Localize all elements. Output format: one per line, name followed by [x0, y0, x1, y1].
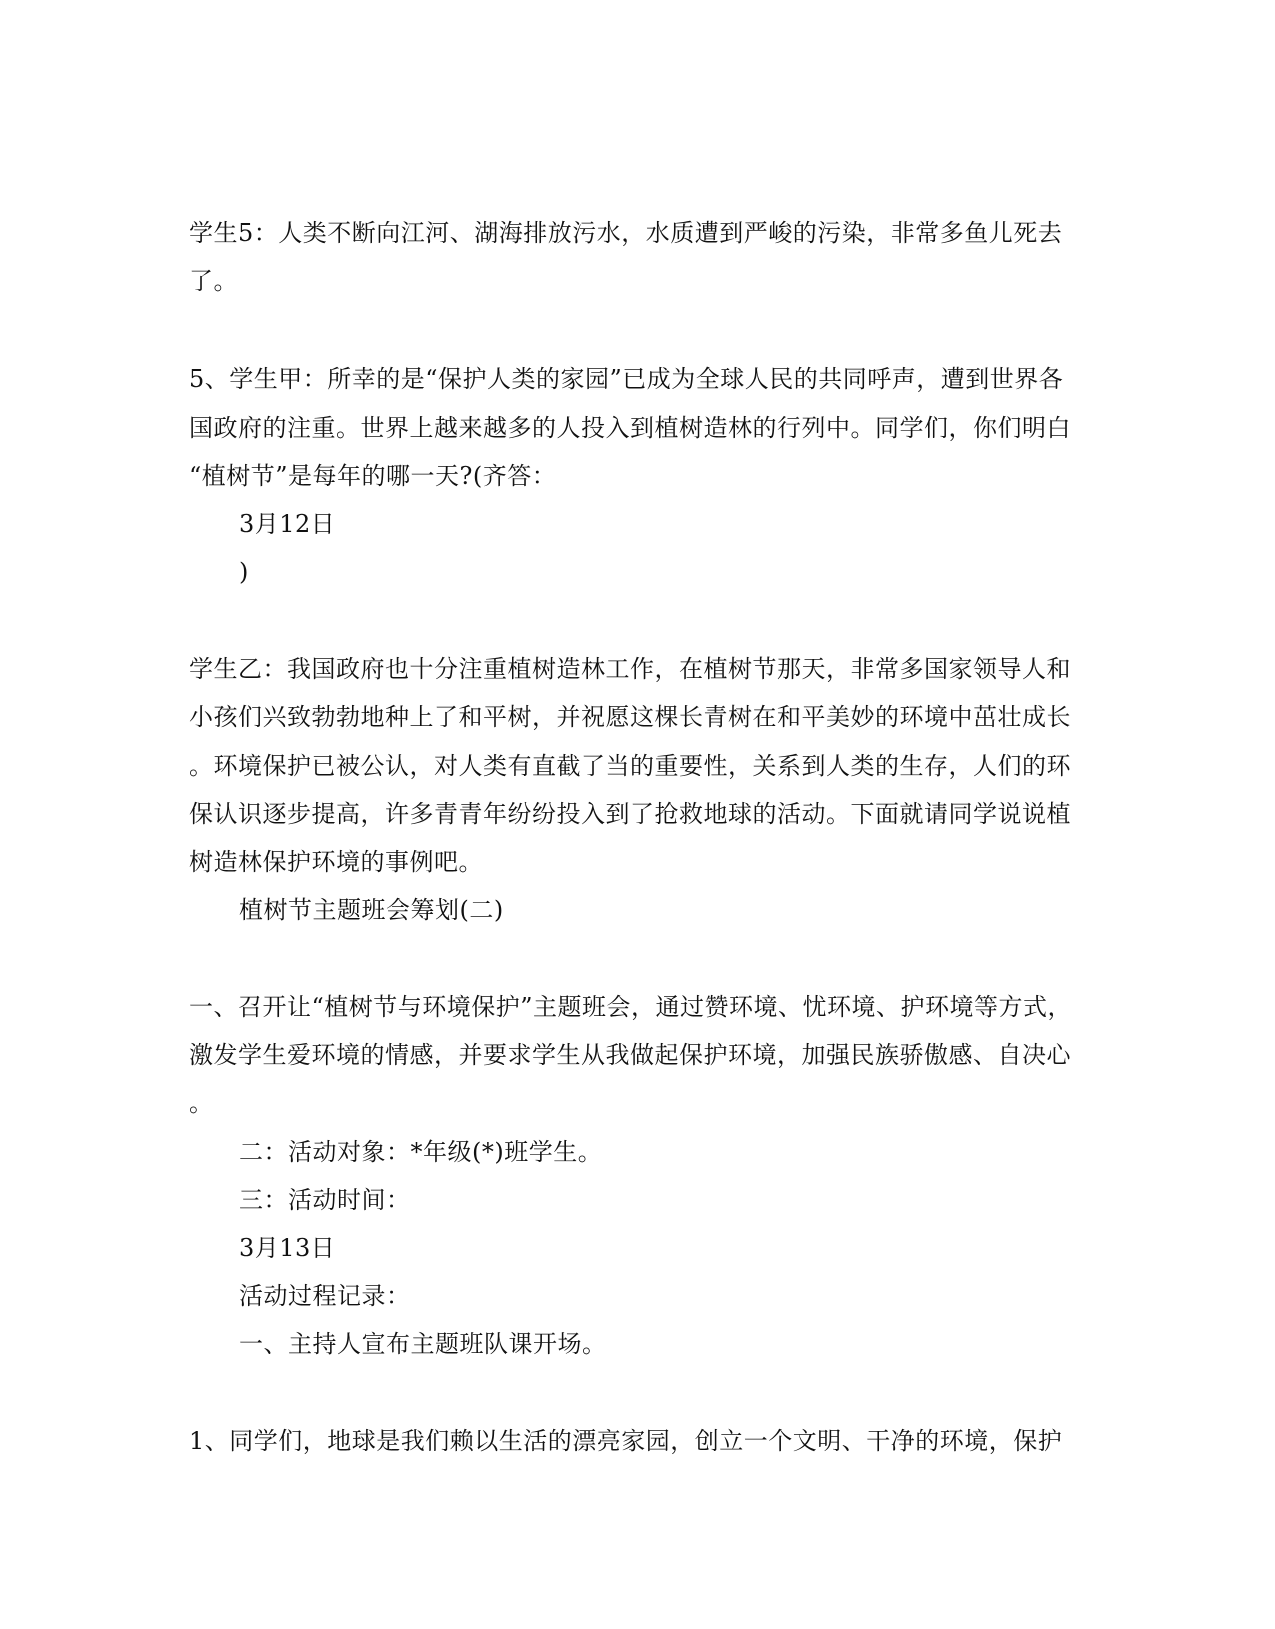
- paragraph-line: 一、召开让“植树节与环境保护”主题班会，通过赞环境、忧环境、护环境等方式，: [189, 993, 1073, 1021]
- paragraph-line: 活动过程记录：: [239, 1282, 411, 1310]
- paragraph-line: 树造林保护环境的事例吧。: [189, 848, 483, 876]
- paragraph-line: ): [239, 558, 249, 586]
- date-line: 3月12日: [239, 510, 336, 538]
- paragraph-line: 保认识逐步提高，许多青青年纷纷投入到了抢救地球的活动。下面就请同学说说植: [189, 800, 1071, 828]
- paragraph-line: 学生5：人类不断向江河、湖海排放污水，水质遭到严峻的污染，非常多鱼儿死去: [189, 219, 1063, 247]
- paragraph-line: 学生乙：我国政府也十分注重植树造林工作，在植树节那天，非常多国家领导人和: [189, 655, 1071, 683]
- paragraph-line: 小孩们兴致勃勃地种上了和平树，并祝愿这棵长青树在和平美妙的环境中茁壮成长: [189, 703, 1071, 731]
- paragraph-line: 5、学生甲：所幸的是“保护人类的家园”已成为全球人民的共同呼声，遭到世界各: [189, 365, 1064, 393]
- paragraph-line: 三：活动时间：: [239, 1186, 411, 1214]
- paragraph-line: 激发学生爱环境的情感，并要求学生从我做起保护环境，加强民族骄傲感、自决心: [189, 1041, 1071, 1069]
- paragraph-line: 了。: [189, 267, 238, 295]
- paragraph-line: 一、主持人宣布主题班队课开场。: [239, 1330, 607, 1358]
- paragraph-line: 。: [189, 1089, 214, 1117]
- section-heading: 植树节主题班会筹划(二): [239, 896, 504, 924]
- paragraph-line: 1、同学们，地球是我们赖以生活的漂亮家园，创立一个文明、干净的环境，保护: [189, 1427, 1063, 1455]
- date-line: 3月13日: [239, 1234, 336, 1262]
- paragraph-line: 国政府的注重。世界上越来越多的人投入到植树造林的行列中。同学们，你们明白: [189, 414, 1071, 442]
- paragraph-line: “植树节”是每年的哪一天?(齐答：: [189, 462, 557, 490]
- paragraph-line: 二：活动对象：*年级(*)班学生。: [239, 1138, 603, 1166]
- paragraph-line: 。环境保护已被公认，对人类有直截了当的重要性，关系到人类的生存，人们的环: [189, 752, 1071, 780]
